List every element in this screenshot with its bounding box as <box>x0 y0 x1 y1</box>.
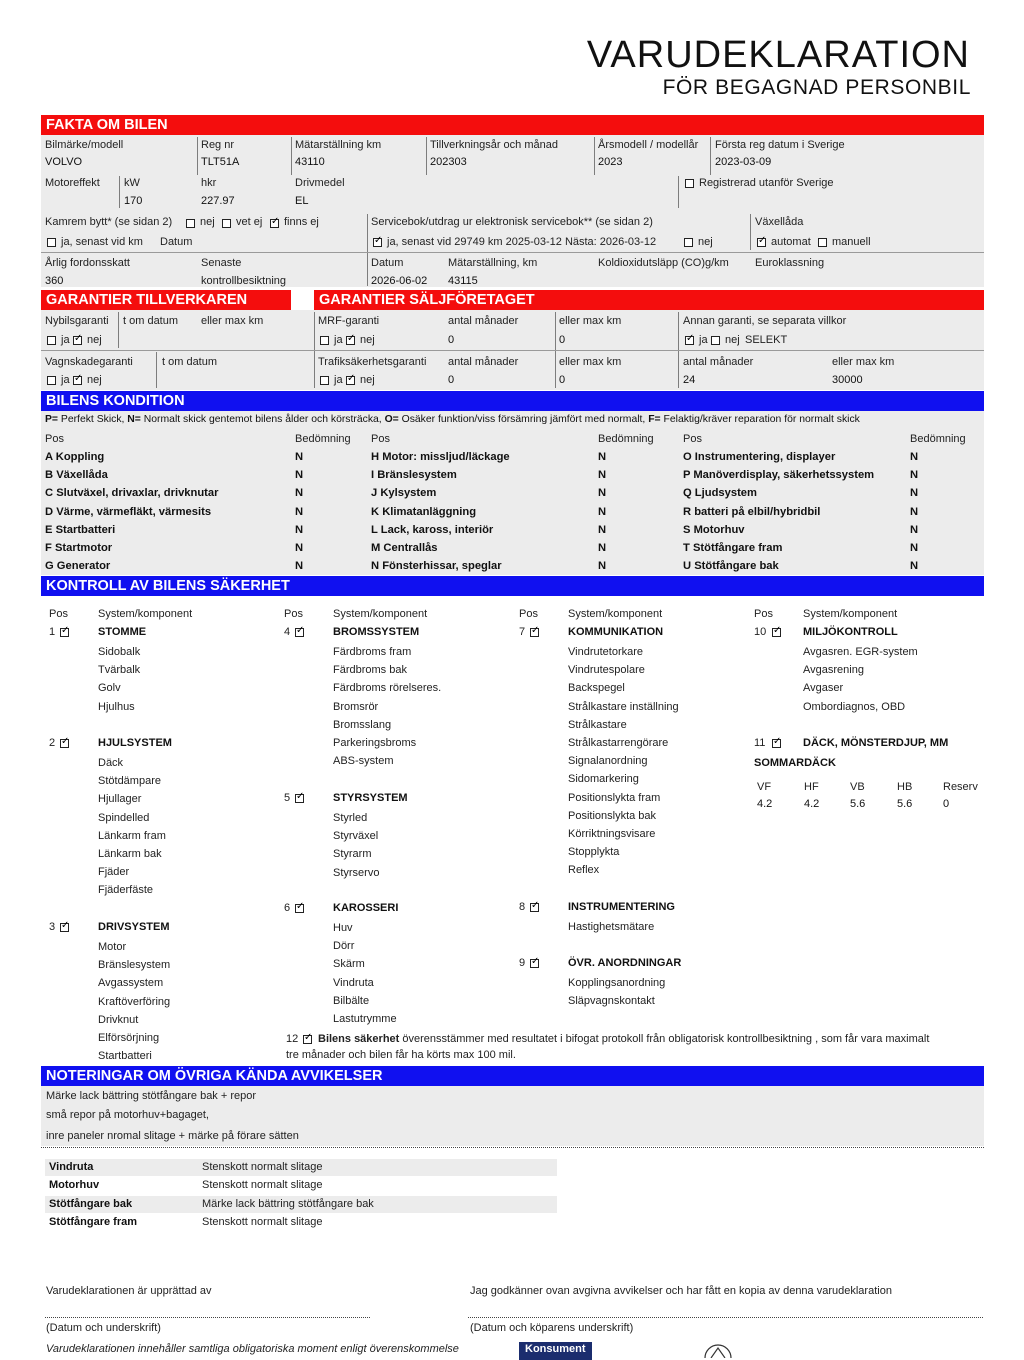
notes-line: Märke lack bättring stötfångare bak + repor <box>46 1090 257 1102</box>
safety-component: Vindrutetorkare <box>568 646 644 658</box>
condition-item-label: P Manöverdisplay, säkerhetssystem <box>683 469 875 482</box>
safety-group-checkbox[interactable] <box>295 628 304 637</box>
condition-item-label: M Centrallås <box>371 542 438 554</box>
newcar-yes-checkbox[interactable] <box>47 336 56 345</box>
condition-item-rating: N <box>295 469 304 482</box>
timing-unknown-checkbox[interactable] <box>222 219 231 228</box>
safety-component: Fjäder <box>98 866 130 879</box>
safety-component: Positionslykta bak <box>568 809 657 822</box>
safety-group-title: STYRSYSTEM <box>333 792 408 804</box>
mrf-yes-label: ja <box>334 334 343 346</box>
safety-item-12-number: 12 <box>286 1033 299 1045</box>
mrf-maxkm-label: eller max km <box>559 315 622 327</box>
safety-group-checkbox[interactable] <box>772 628 781 637</box>
safety-component: Stopplykta <box>568 846 620 859</box>
safety-component: Avgasren. EGR-system <box>803 646 918 658</box>
newcar-warranty-label: Nybilsgaranti <box>45 315 109 327</box>
safety-component: Styrväxel <box>333 830 379 843</box>
condition-item-rating: N <box>598 523 607 536</box>
condition-item-label: L Lack, kaross, interiör <box>371 523 494 536</box>
safety-group-title: HJULSYSTEM <box>98 737 172 749</box>
condition-item-rating: N <box>598 560 607 573</box>
safety-component: Länkarm bak <box>98 848 162 860</box>
service-yes-checkbox[interactable] <box>373 238 382 247</box>
tire-season: SOMMARDÄCK <box>754 757 836 769</box>
body-until-label: t om datum <box>162 356 218 368</box>
safety-group-number: 5 <box>284 792 291 804</box>
other-months-label: antal månader <box>683 356 754 368</box>
safety-sys-header: System/komponent <box>333 608 428 620</box>
safety-component: Ombordiagnos, OBD <box>803 700 906 713</box>
euro-label: Euroklassning <box>755 257 825 269</box>
safety-component: Backspegel <box>568 682 625 695</box>
safety-component: Färdbroms bak <box>333 664 407 677</box>
notes-detail-part: Stötfångare bak <box>49 1197 133 1210</box>
condition-item-rating: N <box>295 542 304 554</box>
disclaimer: Varudeklarationen innehåller samtliga obligatoriska moment enligt överenskommelse <box>46 1343 459 1355</box>
divider <box>156 352 157 388</box>
safety-group-title: BROMSSYSTEM <box>333 626 420 638</box>
notes-detail-part: Stötfångare fram <box>49 1215 138 1228</box>
service-no-label: nej <box>698 236 713 248</box>
condition-item-rating: N <box>910 487 919 500</box>
safety-component: Strålkastare <box>568 718 627 731</box>
gearbox-label: Växellåda <box>755 216 804 228</box>
condition-rating-header: Bedömning <box>295 433 351 445</box>
divider <box>197 137 198 175</box>
safety-component: Sidomarkering <box>568 773 639 786</box>
condition-item-rating: N <box>295 523 304 536</box>
safety-group-checkbox[interactable] <box>295 794 304 803</box>
safety-component: Hastighetsmätare <box>568 921 655 933</box>
safety-group-number: 4 <box>284 626 291 638</box>
tire-position-header: HF <box>804 781 819 793</box>
fakta-header: FAKTA OM BILEN <box>41 115 984 135</box>
mrf-label: MRF-garanti <box>318 315 380 327</box>
other-km-value: 30000 <box>832 374 863 386</box>
abroad-label: Registrerad utanför Sverige <box>699 177 834 189</box>
safety-component: Däck <box>98 757 124 769</box>
safety-component: Vindrutespolare <box>568 664 645 677</box>
safety-group-number: 7 <box>519 626 526 638</box>
safety-component: Strålkastarrengörare <box>568 737 669 749</box>
newcar-no-checkbox[interactable] <box>73 336 82 345</box>
condition-item-label: C Slutväxel, drivaxlar, drivknutar <box>45 487 219 500</box>
traffic-no-checkbox[interactable] <box>346 376 355 385</box>
condition-item-label: J Kylsystem <box>371 487 437 500</box>
condition-item-label: T Stötfångare fram <box>683 542 783 554</box>
inspection-date-label: Datum <box>371 257 404 269</box>
safety-component: Bilbälte <box>333 994 370 1007</box>
divider <box>750 214 751 250</box>
other-no-checkbox[interactable] <box>711 336 720 345</box>
condition-item-label: B Växellåda <box>45 469 108 482</box>
kw-label: kW <box>124 177 140 189</box>
safety-group-title: KOMMUNIKATION <box>568 626 664 638</box>
konsument-badge: Konsument <box>519 1342 592 1360</box>
safety-component: Bromsslang <box>333 718 392 731</box>
gearbox-manual-label: manuell <box>832 236 871 248</box>
safety-pos-header: Pos <box>754 608 773 620</box>
safety-group-checkbox[interactable] <box>60 739 69 748</box>
safety-component: Strålkastare inställning <box>568 700 679 713</box>
notes-header: NOTERINGAR OM ÖVRIGA KÄNDA AVVIKELSER <box>41 1066 984 1086</box>
seller-signature-line <box>45 1317 370 1318</box>
safety-item-12-checkbox[interactable] <box>303 1035 312 1044</box>
condition-item-label: A Koppling <box>45 451 105 463</box>
fuel-value: EL <box>295 195 309 207</box>
mrf-months-label: antal månader <box>448 315 519 327</box>
reg-value: TLT51A <box>201 156 240 168</box>
safety-group-checkbox[interactable] <box>60 923 69 932</box>
safety-component: Skärm <box>333 958 365 971</box>
body-yes-checkbox[interactable] <box>47 376 56 385</box>
tire-position-header: Reserv <box>943 781 978 793</box>
condition-item-rating: N <box>598 487 607 500</box>
other-warranty-name: SELEKT <box>745 334 788 346</box>
safety-component: Golv <box>98 682 121 695</box>
safety-group-number: 10 <box>754 626 767 638</box>
divider <box>41 350 984 351</box>
kw-value: 170 <box>124 195 143 207</box>
notes-detail-text: Stenskott normalt slitage <box>202 1215 323 1228</box>
mrf-no-label: nej <box>360 334 375 346</box>
condition-item-rating: N <box>295 487 304 500</box>
condition-item-rating: N <box>295 505 304 518</box>
safety-group-number: 8 <box>519 901 526 913</box>
body-no-checkbox[interactable] <box>73 376 82 385</box>
safety-pos-header: Pos <box>284 608 303 620</box>
safety-group-number: 11 <box>754 737 766 749</box>
safety-component: Avgaser <box>803 682 844 695</box>
notes-detail-text: Stenskott normalt slitage <box>202 1161 323 1173</box>
condition-item-rating: N <box>910 505 919 518</box>
safety-component: Bränslesystem <box>98 959 171 972</box>
divider <box>710 137 711 175</box>
brand-label: Bilmärke/modell <box>45 139 124 151</box>
safety-component: Lastutrymme <box>333 1013 397 1025</box>
safety-component: Motor <box>98 941 127 953</box>
body-no-label: nej <box>87 374 102 386</box>
document-title: VARUDEKLARATION <box>586 34 970 76</box>
safety-component: Bromsrör <box>333 700 379 713</box>
safety-group-checkbox[interactable] <box>295 904 304 913</box>
newcar-until-label: t om datum <box>123 315 179 327</box>
other-yes-label: ja <box>699 334 708 346</box>
safety-component: Hjulhus <box>98 700 135 713</box>
newcar-yes-label: ja <box>61 334 70 346</box>
safety-group-checkbox[interactable] <box>60 628 69 637</box>
mrf-yes-checkbox[interactable] <box>320 336 329 345</box>
traffic-maxkm-label: eller max km <box>559 356 622 368</box>
buyer-approval-label: Jag godkänner ovan avgivna avvikelser och har fått en kopia av denna varudeklaration <box>470 1285 892 1297</box>
condition-item-label: N Fönsterhissar, speglar <box>371 560 502 573</box>
divider <box>118 312 119 348</box>
traffic-yes-label: ja <box>334 374 343 386</box>
safety-group-number: 2 <box>49 737 56 749</box>
tire-position-header: VF <box>757 781 772 793</box>
traffic-label: Trafiksäkerhetsgaranti <box>318 356 427 368</box>
condition-item-rating: N <box>295 451 304 463</box>
condition-pos-header: Pos <box>45 433 64 445</box>
safety-group-title: DÄCK, MÖNSTERDJUP, MM <box>803 737 949 749</box>
notes-divider <box>41 1147 984 1148</box>
notes-line: inre paneler nromal slitage + märke på förare sätten <box>46 1130 299 1142</box>
inspection-date-value: 2026-06-02 <box>371 275 428 287</box>
safety-sys-header: System/komponent <box>568 608 663 620</box>
timing-date-label: Datum <box>160 236 193 248</box>
safety-group-number: 1 <box>49 626 56 638</box>
notes-line: små repor på motorhuv+bagaget, <box>46 1109 209 1121</box>
body-warranty-label: Vagnskadegaranti <box>45 356 133 368</box>
condition-item-rating: N <box>598 542 607 554</box>
safety-component: Hjullager <box>98 793 142 806</box>
divider <box>119 176 120 208</box>
condition-item-label: E Startbatteri <box>45 523 116 536</box>
safety-group-checkbox[interactable] <box>530 628 539 637</box>
timing-none-label: finns ej <box>284 216 319 228</box>
gearbox-manual-checkbox[interactable] <box>818 238 827 247</box>
condition-item-rating: N <box>910 451 919 463</box>
divider <box>367 214 368 286</box>
condition-item-rating: N <box>910 560 919 573</box>
timing-yes-label: ja, senast vid km <box>61 236 143 248</box>
service-value: ja, senast vid 29749 km 2025-03-12 Nästa: 2026-03-12 <box>387 236 657 248</box>
buyer-signature-label: (Datum och köparens underskrift) <box>470 1322 634 1334</box>
condition-item-label: Q Ljudsystem <box>683 487 757 500</box>
prepared-by-label: Varudeklarationen är upprättad av <box>46 1285 212 1297</box>
firstreg-label: Första reg datum i Sverige <box>715 139 845 151</box>
safety-group-title: KAROSSERI <box>333 902 399 914</box>
timing-none-checkbox[interactable] <box>270 219 279 228</box>
certification-logo-icon <box>700 1342 736 1358</box>
safety-component: Kopplingsanordning <box>568 977 666 989</box>
other-km-label: eller max km <box>832 356 895 368</box>
safety-component: Styrled <box>333 812 368 824</box>
hk-label: hkr <box>201 177 217 189</box>
notes-detail-text: Stenskott normalt slitage <box>202 1179 323 1192</box>
tire-position-header: VB <box>850 781 865 793</box>
condition-item-rating: N <box>910 542 919 554</box>
safety-item-12-text: Bilens säkerhet överensstämmer med resultatet i bifogat protokoll från obligatorisk kontrollbesiktning , som får vara maximalt <box>318 1033 930 1045</box>
mrf-months-value: 0 <box>448 334 455 346</box>
safety-component: Huv <box>333 922 353 934</box>
odometer-value: 43110 <box>295 156 325 168</box>
other-no-label: nej <box>725 334 740 346</box>
condition-item-label: S Motorhuv <box>683 523 745 536</box>
newcar-no-label: nej <box>87 334 102 346</box>
safety-sys-header: System/komponent <box>98 608 193 620</box>
condition-item-rating: N <box>910 469 919 482</box>
condition-rating-header: Bedömning <box>910 433 966 445</box>
condition-item-label: U Stötfångare bak <box>683 560 779 573</box>
timing-yes-checkbox[interactable] <box>47 238 56 247</box>
modelyear-value: 2023 <box>598 156 623 168</box>
divider <box>678 176 679 208</box>
condition-item-label: K Klimatanläggning <box>371 505 477 518</box>
document-subtitle: FÖR BEGAGNAD PERSONBIL <box>662 76 971 99</box>
tax-value: 360 <box>45 275 64 287</box>
inspection-label-2: kontrollbesiktning <box>201 275 286 287</box>
condition-item-rating: N <box>598 469 607 482</box>
condition-item-label: I Bränslesystem <box>371 469 457 482</box>
fuel-label: Drivmedel <box>295 177 345 189</box>
tire-tread-depth: 0 <box>943 798 950 810</box>
safety-pos-header: Pos <box>519 608 538 620</box>
condition-legend: P= Perfekt Skick, N= Normalt skick gentemot bilens ålder och körsträcka, O= Osäker funktion/viss försämring jämfört med normalt, F= Felaktig/kräver reparation för normalt skick <box>45 414 860 425</box>
inspection-odo-value: 43115 <box>448 275 478 287</box>
safety-component: Fjäderfäste <box>98 884 154 897</box>
service-no-checkbox[interactable] <box>684 238 693 247</box>
safety-group-number: 9 <box>519 957 526 969</box>
safety-group-checkbox[interactable] <box>772 739 781 748</box>
safety-group-title: DRIVSYSTEM <box>98 921 170 933</box>
condition-item-label: D Värme, värmefläkt, värmesits <box>45 505 212 518</box>
safety-component: Drivknut <box>98 1013 139 1026</box>
tire-tread-depth: 5.6 <box>897 798 913 810</box>
firstreg-value: 2023-03-09 <box>715 156 772 168</box>
inspection-odo-label: Mätarställning, km <box>448 257 538 269</box>
other-warranty-label: Annan garanti, se separata villkor <box>683 315 847 327</box>
safety-component: Tvärbalk <box>98 664 141 677</box>
condition-header: BILENS KONDITION <box>41 391 984 411</box>
hk-value: 227.97 <box>201 195 235 207</box>
safety-group-title: ÖVR. ANORDNINGAR <box>568 957 682 969</box>
safety-component: Spindelled <box>98 811 150 824</box>
safety-group-number: 6 <box>284 902 291 914</box>
safety-item-12-text-2: tre månader och bilen får ha körts max 100 mil. <box>286 1049 516 1061</box>
tire-position-header: HB <box>897 781 913 793</box>
traffic-km-value: 0 <box>559 374 566 386</box>
safety-component: Startbatteri <box>98 1050 152 1063</box>
safety-group-title: INSTRUMENTERING <box>568 901 675 913</box>
safety-group-number: 3 <box>49 921 56 933</box>
gearbox-auto-checkbox[interactable] <box>757 238 766 247</box>
condition-item-rating: N <box>910 523 919 536</box>
safety-component: Stötdämpare <box>98 775 161 788</box>
safety-component: Vindruta <box>333 976 374 989</box>
condition-pos-header: Pos <box>683 433 702 445</box>
inspection-label: Senaste <box>201 257 242 269</box>
safety-group-checkbox[interactable] <box>530 903 539 912</box>
traffic-months-value: 0 <box>448 374 455 386</box>
safety-group-title: STOMME <box>98 626 147 638</box>
condition-pos-header: Pos <box>371 433 390 445</box>
divider <box>41 252 984 253</box>
safety-component: Kraftöverföring <box>98 995 171 1008</box>
notes-detail-part: Vindruta <box>49 1161 94 1173</box>
safety-pos-header: Pos <box>49 608 68 620</box>
safety-component: Dörr <box>333 940 355 953</box>
condition-item-rating: N <box>598 505 607 518</box>
warranty-manufacturer-header: GARANTIER TILLVERKAREN <box>41 290 291 310</box>
traffic-months-label: antal månader <box>448 356 519 368</box>
mrf-km-value: 0 <box>559 334 566 346</box>
other-yes-checkbox[interactable] <box>685 336 694 345</box>
safety-component: Parkeringsbroms <box>333 737 417 749</box>
gearbox-auto-label: automat <box>771 236 811 248</box>
condition-item-label: O Instrumentering, displayer <box>683 451 836 463</box>
mrf-no-checkbox[interactable] <box>346 336 355 345</box>
traffic-no-label: nej <box>360 374 375 386</box>
timing-label: Kamrem bytt* (se sidan 2) <box>45 216 173 228</box>
mfg-label: Tillverkningsår och månad <box>430 139 558 151</box>
timing-no-checkbox[interactable] <box>186 219 195 228</box>
odometer-label: Mätarställning km <box>295 139 382 151</box>
body-yes-label: ja <box>61 374 70 386</box>
condition-rating-header: Bedömning <box>598 433 654 445</box>
safety-component: Elförsörjning <box>98 1032 160 1044</box>
timing-unknown-label: vet ej <box>236 216 263 228</box>
notes-detail-part: Motorhuv <box>49 1179 100 1192</box>
condition-item-rating: N <box>598 451 607 463</box>
safety-component: Styrservo <box>333 866 380 879</box>
safety-component: Sidobalk <box>98 646 141 658</box>
abroad-checkbox[interactable] <box>685 179 694 188</box>
condition-item-label: H Motor: missljud/läckage <box>371 451 510 463</box>
reg-label: Reg nr <box>201 139 235 151</box>
divider <box>594 137 595 175</box>
safety-component: Positionslykta fram <box>568 791 661 804</box>
safety-component: Färdbroms fram <box>333 646 412 658</box>
newcar-maxkm-label: eller max km <box>201 315 264 327</box>
tire-tread-depth: 4.2 <box>757 798 773 810</box>
notes-detail-text: Märke lack bättring stötfångare bak <box>202 1197 374 1210</box>
condition-item-rating: N <box>295 560 304 573</box>
safety-component: Släpvagnskontakt <box>568 995 655 1008</box>
brand-value: VOLVO <box>45 156 83 168</box>
safety-component: Signalanordning <box>568 755 648 768</box>
safety-component: Reflex <box>568 864 600 877</box>
warranty-dealer-header: GARANTIER SÄLJFÖRETAGET <box>314 290 984 310</box>
divider <box>426 137 427 175</box>
power-label: Motoreffekt <box>45 177 100 189</box>
seller-signature-label: (Datum och underskrift) <box>46 1322 161 1334</box>
safety-component: Avgasrening <box>803 664 864 677</box>
tire-tread-depth: 4.2 <box>804 798 820 810</box>
safety-component: Styrarm <box>333 848 372 861</box>
mfg-value: 202303 <box>430 156 467 168</box>
safety-component: Länkarm fram <box>98 829 166 842</box>
timing-no-label: nej <box>200 216 215 228</box>
safety-group-title: MILJÖKONTROLL <box>803 626 898 638</box>
safety-sys-header: System/komponent <box>803 608 898 620</box>
modelyear-label: Årsmodell / modellår <box>598 139 699 151</box>
safety-component: Avgassystem <box>98 977 164 990</box>
service-label: Servicebok/utdrag ur elektronisk servicebok** (se sidan 2) <box>371 216 653 228</box>
safety-header: KONTROLL AV BILENS SÄKERHET <box>41 576 984 596</box>
co2-label: Koldioxidutsläpp (CO)g/km <box>598 257 729 269</box>
condition-item-label: R batteri på elbil/hybridbil <box>683 505 821 518</box>
safety-component: ABS-system <box>333 755 394 768</box>
safety-group-checkbox[interactable] <box>530 959 539 968</box>
buyer-signature-line <box>468 1317 983 1318</box>
tax-label: Årlig fordonsskatt <box>45 257 130 269</box>
traffic-yes-checkbox[interactable] <box>320 376 329 385</box>
tire-tread-depth: 5.6 <box>850 798 866 810</box>
other-months-value: 24 <box>683 374 696 386</box>
safety-component: Körriktningsvisare <box>568 828 656 840</box>
safety-component: Färdbroms rörelseres. <box>333 682 442 695</box>
condition-item-label: F Startmotor <box>45 542 113 554</box>
condition-item-label: G Generator <box>45 560 111 573</box>
divider <box>291 137 292 175</box>
